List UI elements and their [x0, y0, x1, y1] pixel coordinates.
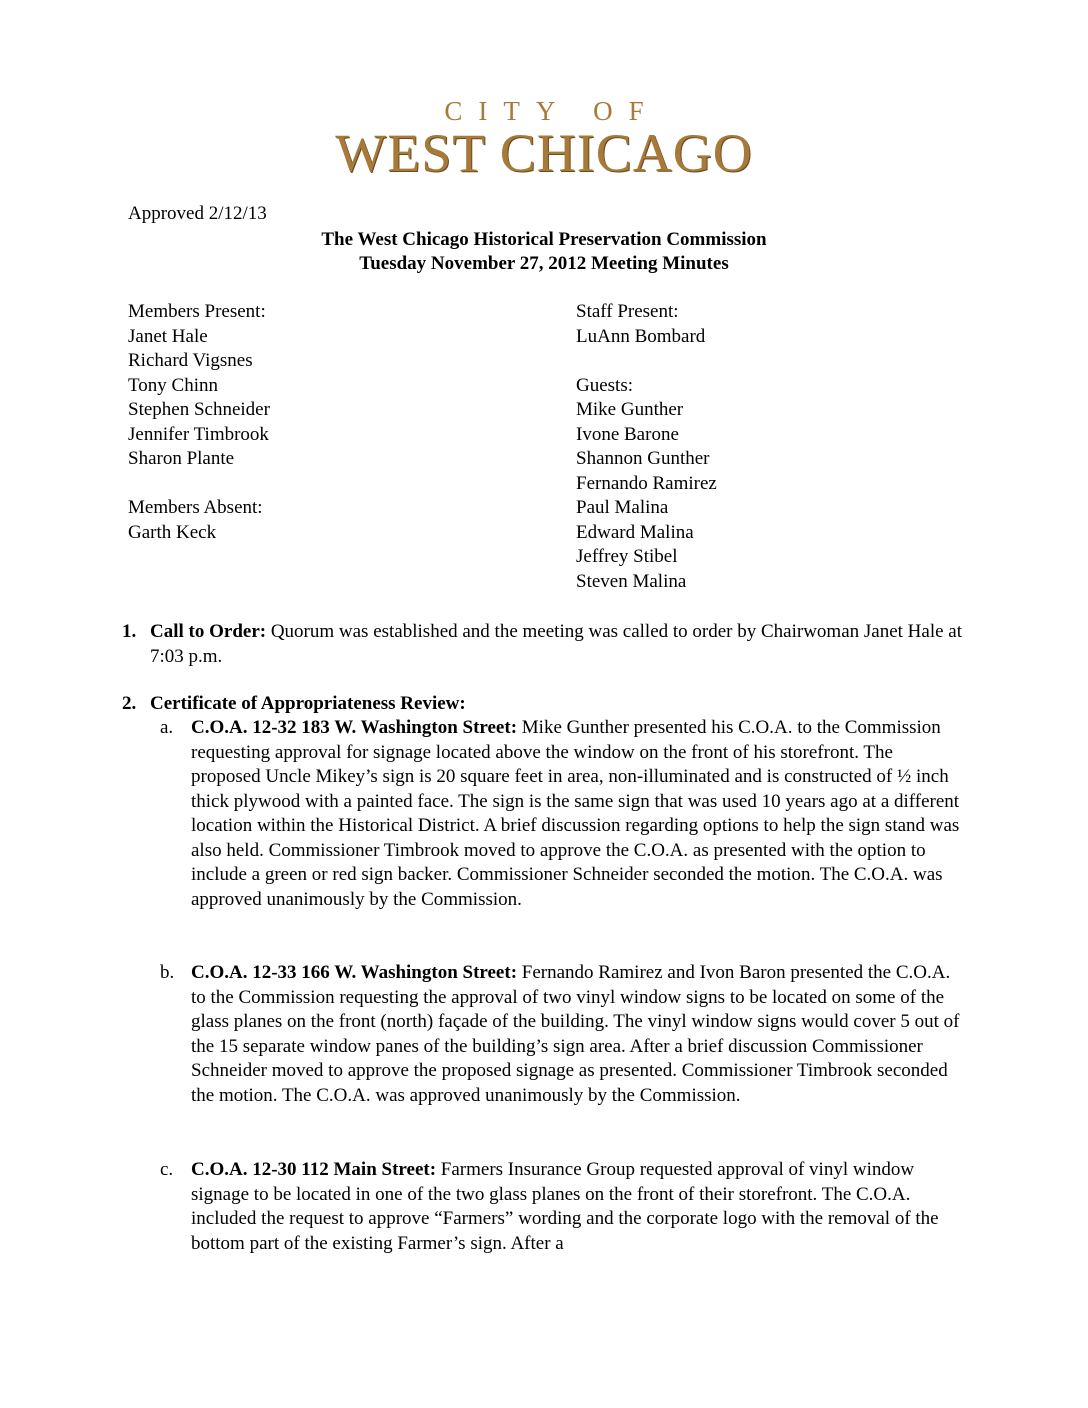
member-name: Stephen Schneider: [128, 399, 270, 420]
sub-item-letter: c.: [160, 1159, 174, 1180]
logo-top-line: CITY OF: [444, 96, 660, 126]
guest-name: Shannon Gunther: [576, 448, 710, 469]
sub-item-letter: b.: [160, 962, 175, 983]
sub-item-body: [191, 961, 961, 1108]
guest-name: Steven Malina: [576, 570, 687, 592]
sub-item-label: C.O.A. 12-30 112 Main Street:: [191, 1159, 437, 1180]
sub-item-text: Farmers Insurance Group requested approval of vinyl window signage to be located in one of the two glass planes on the front of their storefront. The C.O.A. included the request to approve “Farmers” wording and the corporate logo with the removal of the bottom part of the existing Farmer’s sign. After a: [191, 1159, 939, 1254]
document-subtitle: Tuesday November 27, 2012 Meeting Minutes: [359, 253, 729, 274]
member-name: Sharon Plante: [128, 448, 235, 469]
absent-member-name: Garth Keck: [128, 521, 217, 543]
item-label: Certificate of Appropriateness Review:: [150, 693, 466, 714]
guests-heading: Guests:: [576, 374, 633, 396]
guest-name: Paul Malina: [576, 497, 669, 518]
members-absent-heading: Members Absent:: [128, 497, 263, 518]
logo-main-line: WEST CHICAGO: [335, 123, 753, 183]
sub-item-label: C.O.A. 12-32 183 W. Washington Street:: [191, 717, 518, 738]
guest-name: Fernando Ramirez: [576, 472, 717, 494]
staff-present-heading: Staff Present:: [576, 301, 679, 322]
item-text: Quorum was established and the meeting was called to order by Chairwoman Janet Hale at 7:03 p.m.: [150, 621, 963, 667]
approval-date: Approved 2/12/13: [128, 203, 267, 224]
staff-guests-column: [576, 300, 717, 594]
sub-item-body: [191, 1158, 961, 1256]
sub-item-body: [191, 716, 961, 912]
members-present-heading: Members Present:: [128, 301, 266, 322]
staff-name: LuAnn Bombard: [576, 325, 706, 347]
guest-name: Mike Gunther: [576, 399, 684, 420]
members-column: [128, 300, 270, 545]
sub-item-text: Mike Gunther presented his C.O.A. to the Commission requesting approval for signage located above the window on the front of his storefront. The proposed Uncle Mikey’s sign is 20 square feet in area, non-illuminated and is constructed of ½ inch thick plywood with a painted face. The sign is the same sign that was used 10 years ago at a different location within the Historical District. A brief discussion regarding options to help the sign stand was also held. Commissioner Timbrook moved to approve the C.O.A. as presented with the option to include a green or red sign backer. Commissioner Schneider seconded the motion. The C.O.A. was approved unanimously by the Commission.: [191, 717, 960, 910]
sub-item-letter: a.: [160, 717, 174, 738]
guest-name: Ivone Barone: [576, 423, 679, 445]
guest-name: Jeffrey Stibel: [576, 546, 678, 567]
member-name: Janet Hale: [128, 325, 208, 347]
item-number: 2.: [122, 693, 137, 714]
sub-item-label: C.O.A. 12-33 166 W. Washington Street:: [191, 962, 518, 983]
document-title: The West Chicago Historical Preservation Commission: [321, 229, 767, 250]
city-logo: [0, 96, 1088, 183]
member-name: Richard Vigsnes: [128, 350, 253, 371]
sub-item-text: Fernando Ramirez and Ivon Baron presented the C.O.A. to the Commission requesting the approval of two vinyl window signs to be located on some of the glass planes on the front (north) façade of the building. The vinyl window signs would cover 5 out of the 15 separate window panes of the building’s sign area. After a brief discussion Commissioner Schneider moved to approve the proposed signage as presented. Commissioner Timbrook seconded the motion. The C.O.A. was approved unanimously by the Commission.: [191, 962, 960, 1106]
item-body: [150, 692, 962, 717]
guest-name: Edward Malina: [576, 521, 694, 543]
member-name: Jennifer Timbrook: [128, 423, 269, 445]
member-name: Tony Chinn: [128, 374, 218, 396]
item-number: 1.: [122, 621, 137, 642]
item-label: Call to Order:: [150, 621, 267, 642]
item-body: [150, 620, 962, 669]
